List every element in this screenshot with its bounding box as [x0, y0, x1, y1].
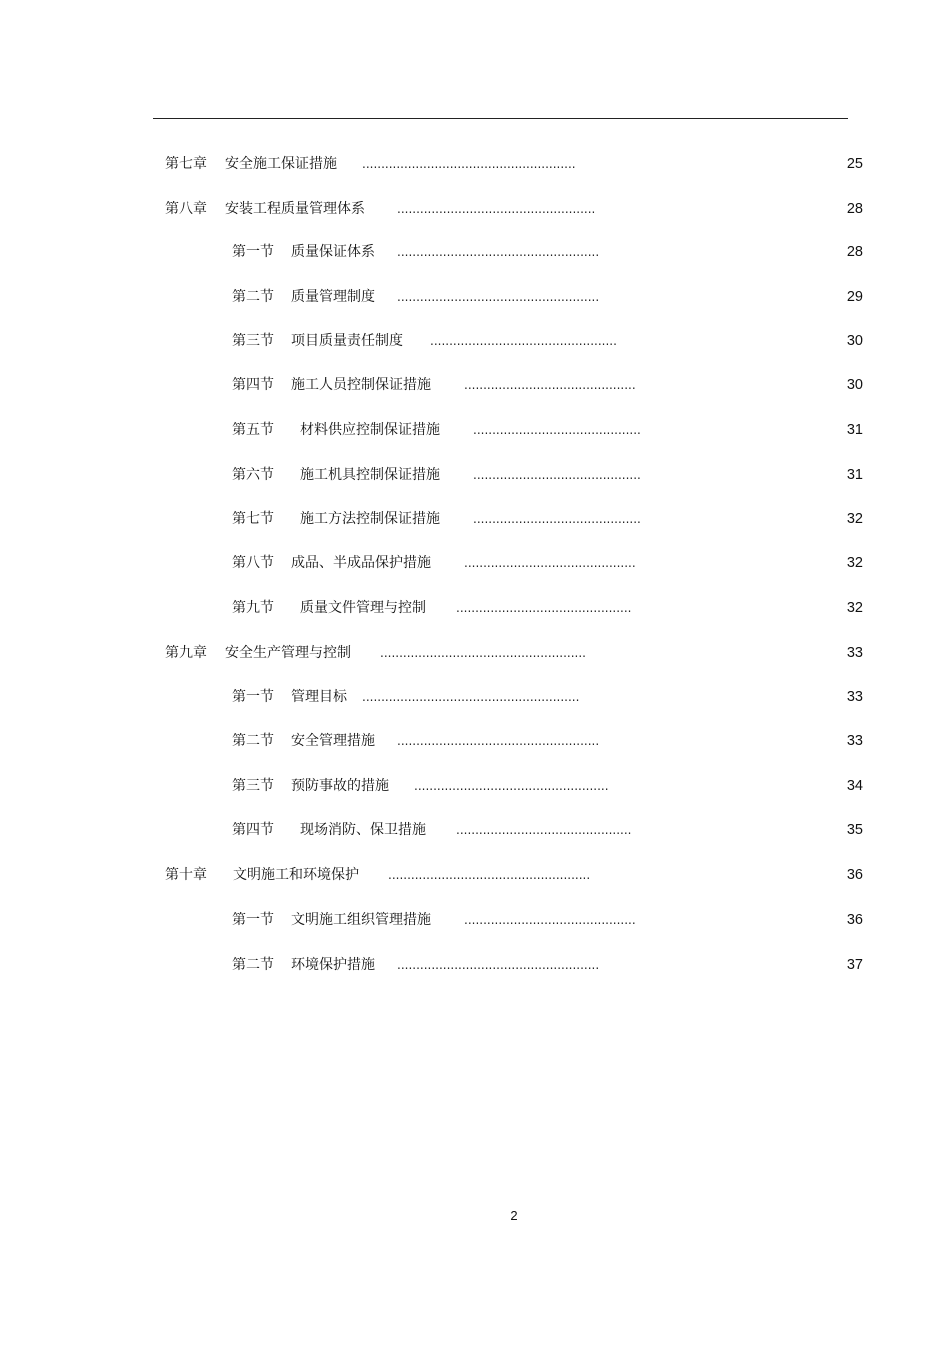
toc-leader-dots: .................................................	[430, 334, 617, 348]
toc-entry-number: 第五节	[232, 422, 274, 438]
toc-entry-chapter-10[interactable]	[0, 863, 950, 887]
toc-entry-number: 第七章	[165, 156, 207, 172]
toc-leader-dots: .....................................................	[397, 958, 600, 972]
toc-entry-number: 第九章	[165, 645, 207, 661]
toc-entry-page: 32	[846, 511, 863, 527]
toc-entry-page: 36	[846, 867, 863, 883]
toc-entry-section[interactable]	[0, 463, 950, 487]
toc-entry-number: 第四节	[232, 377, 274, 393]
toc-leader-dots: ........................................................	[362, 157, 576, 171]
toc-entry-chapter-8[interactable]	[0, 197, 950, 221]
toc-entry-section[interactable]	[0, 551, 950, 575]
toc-entry-title: 预防事故的措施	[291, 778, 389, 794]
toc-entry-page: 30	[846, 377, 863, 393]
toc-entry-page: 33	[846, 689, 863, 705]
toc-entry-section[interactable]	[0, 818, 950, 842]
toc-leader-dots: .....................................................	[397, 734, 600, 748]
toc-leader-dots: ......................................................	[380, 646, 586, 660]
toc-entry-title: 安装工程质量管理体系	[225, 201, 365, 217]
toc-leader-dots: ............................................	[473, 423, 641, 437]
toc-entry-section[interactable]	[0, 908, 950, 932]
toc-entry-title: 施工机具控制保证措施	[300, 467, 440, 483]
toc-entry-page: 36	[846, 912, 863, 928]
toc-entry-title: 施工人员控制保证措施	[291, 377, 431, 393]
toc-entry-number: 第二节	[232, 733, 274, 749]
toc-entry-chapter-7[interactable]	[0, 152, 950, 176]
toc-entry-title: 质量文件管理与控制	[300, 600, 426, 616]
toc-entry-page: 30	[846, 333, 863, 349]
toc-entry-title: 文明施工组织管理措施	[291, 912, 431, 928]
toc-entry-page: 31	[846, 467, 863, 483]
toc-entry-title: 现场消防、保卫措施	[300, 822, 426, 838]
toc-entry-page: 31	[846, 422, 863, 438]
toc-entry-section[interactable]	[0, 418, 950, 442]
toc-leader-dots: ...................................................	[414, 779, 609, 793]
toc-entry-title: 管理目标	[291, 689, 347, 705]
toc-entry-page: 29	[846, 289, 863, 305]
toc-entry-number: 第八章	[165, 201, 207, 217]
toc-entry-page: 34	[846, 778, 863, 794]
toc-entry-page: 32	[846, 555, 863, 571]
toc-entry-title: 环境保护措施	[291, 957, 375, 973]
toc-leader-dots: ..............................................	[456, 823, 632, 837]
toc-entry-title: 项目质量责任制度	[291, 333, 403, 349]
toc-entry-chapter-9[interactable]	[0, 641, 950, 665]
toc-leader-dots: ............................................	[473, 468, 641, 482]
toc-entry-section[interactable]	[0, 285, 950, 309]
toc-entry-section[interactable]	[0, 685, 950, 709]
toc-entry-number: 第二节	[232, 289, 274, 305]
toc-leader-dots: .............................................	[464, 556, 636, 570]
toc-entry-page: 33	[846, 733, 863, 749]
toc-entry-title: 材料供应控制保证措施	[300, 422, 440, 438]
toc-entry-page: 37	[846, 957, 863, 973]
toc-entry-number: 第八节	[232, 555, 274, 571]
toc-entry-page: 28	[846, 201, 863, 217]
toc-entry-number: 第四节	[232, 822, 274, 838]
toc-entry-number: 第七节	[232, 511, 274, 527]
toc-entry-title: 成品、半成品保护措施	[291, 555, 431, 571]
toc-entry-number: 第二节	[232, 957, 274, 973]
toc-entry-number: 第一节	[232, 689, 274, 705]
toc-entry-section[interactable]	[0, 596, 950, 620]
toc-entry-title: 文明施工和环境保护	[233, 867, 359, 883]
toc-entry-section[interactable]	[0, 729, 950, 753]
toc-leader-dots: .....................................................	[388, 868, 591, 882]
toc-leader-dots: .............................................	[464, 378, 636, 392]
toc-entry-number: 第一节	[232, 244, 274, 260]
toc-entry-number: 第三节	[232, 333, 274, 349]
toc-entry-number: 第三节	[232, 778, 274, 794]
toc-leader-dots: ....................................................	[397, 202, 596, 216]
toc-entry-title: 安全管理措施	[291, 733, 375, 749]
toc-entry-page: 35	[846, 822, 863, 838]
toc-leader-dots: ............................................	[473, 512, 641, 526]
toc-leader-dots: .....................................................	[397, 290, 600, 304]
toc-entry-number: 第九节	[232, 600, 274, 616]
toc-entry-page: 28	[846, 244, 863, 260]
toc-entry-section[interactable]	[0, 774, 950, 798]
toc-entry-section[interactable]	[0, 373, 950, 397]
toc-entry-section[interactable]	[0, 329, 950, 353]
toc-entry-title: 质量保证体系	[291, 244, 375, 260]
toc-entry-title: 质量管理制度	[291, 289, 375, 305]
toc-entry-section[interactable]	[0, 240, 950, 264]
toc-entry-page: 32	[846, 600, 863, 616]
toc-entry-title: 安全施工保证措施	[225, 156, 337, 172]
page-number: 2	[510, 1208, 518, 1223]
toc-entry-page: 25	[846, 156, 863, 172]
toc-entry-number: 第十章	[165, 867, 207, 883]
toc-leader-dots: .............................................	[464, 913, 636, 927]
toc-entry-number: 第六节	[232, 467, 274, 483]
toc-leader-dots: ..............................................	[456, 601, 632, 615]
toc-entry-section[interactable]	[0, 953, 950, 977]
toc-entry-title: 施工方法控制保证措施	[300, 511, 440, 527]
toc-entry-section[interactable]	[0, 507, 950, 531]
toc-leader-dots: .....................................................	[397, 245, 600, 259]
toc-leader-dots: .........................................................	[362, 690, 580, 704]
toc-entry-page: 33	[846, 645, 863, 661]
toc-entry-number: 第一节	[232, 912, 274, 928]
toc-entry-title: 安全生产管理与控制	[225, 645, 351, 661]
